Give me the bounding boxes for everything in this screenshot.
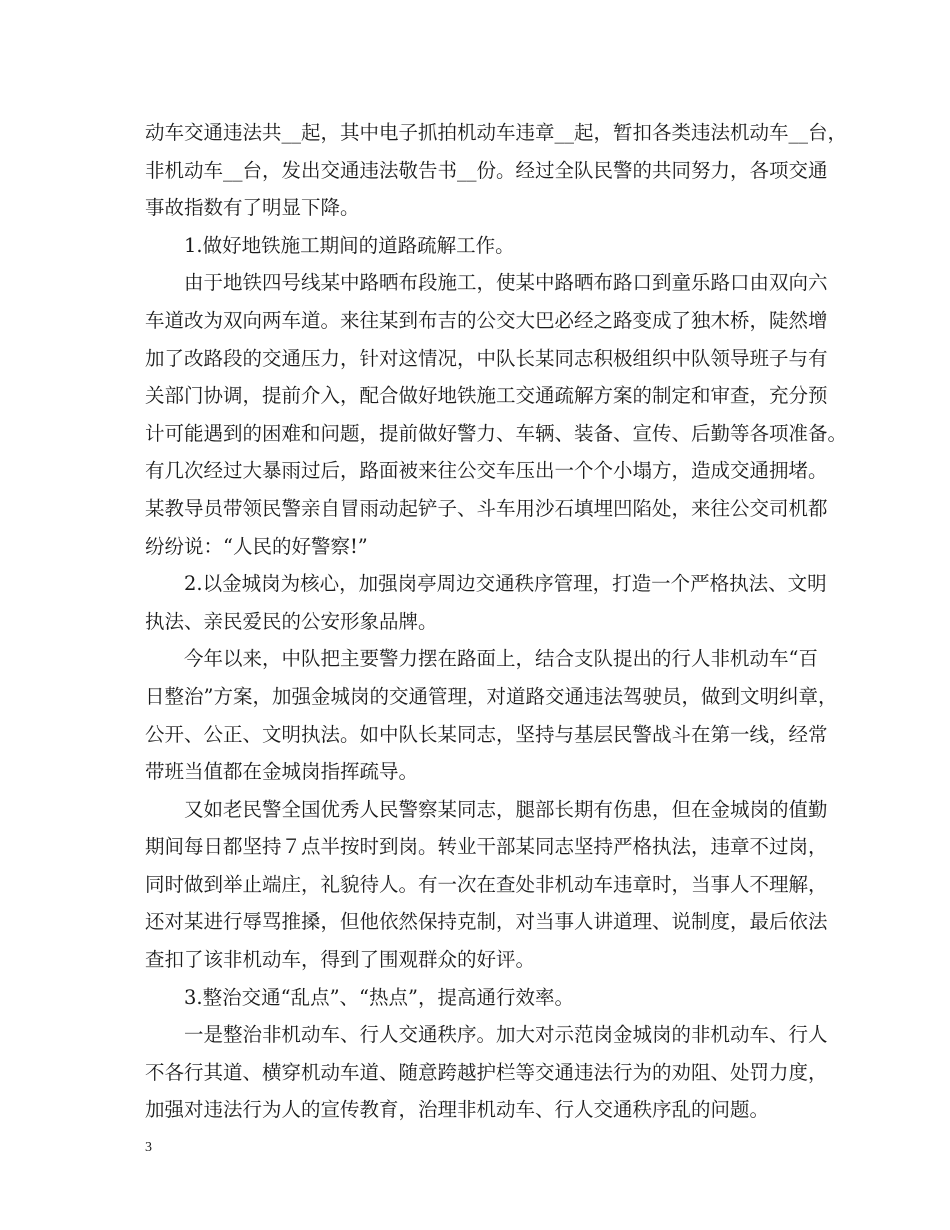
text-line: 一是整治非机动车、行人交通秩序。加大对示范岗金城岗的非机动车、行人 (184, 1023, 828, 1047)
text-line: 日整治”方案，加强金城岗的交通管理，对道路交通违法驾驶员，做到文明纠章， (145, 684, 838, 708)
text-line: 不各行其道、横穿机动车道、随意跨越护栏等交通违法行为的劝阻、处罚力度， (145, 1060, 828, 1084)
text-line: 由于地铁四号线某中路晒布段施工，使某中路晒布路口到童乐路口由双向六 (184, 271, 828, 295)
text-line: 带班当值都在金城岗指挥疏导。 (145, 760, 419, 784)
text-line: 期间每日都坚持７点半按时到岗。转业干部某同志坚持严格执法，违章不过岗， (145, 835, 828, 859)
text-line: 车道改为双向两车道。来往某到布吉的公交大巴必经之路变成了独木桥，陡然增 (145, 308, 828, 332)
text-line: 同时做到举止端庄，礼貌待人。有一次在查处非机动车违章时，当事人不理解， (145, 872, 828, 896)
text-line: 事故指数有了明显下降。 (145, 196, 360, 220)
section-heading-3: 3.整治交通“乱点”、“热点”，提高通行效率。 (184, 985, 574, 1009)
body-text (145, 114, 848, 1129)
text-line: 加强对违法行为人的宣传教育，治理非机动车、行人交通秩序乱的问题。 (145, 1098, 770, 1122)
text-line: 今年以来，中队把主要警力摆在路面上，结合支队提出的行人非机动车“百 (184, 647, 818, 671)
page-number: 3 (145, 1140, 152, 1155)
text-line: 执法、亲民爱民的公安形象品牌。 (145, 609, 438, 633)
section-heading-1: 1.做好地铁施工期间的道路疏解工作。 (184, 233, 515, 257)
text-line: 查扣了该非机动车，得到了围观群众的好评。 (145, 948, 536, 972)
text-line: 关部门协调，提前介入，配合做好地铁施工交通疏解方案的制定和审查，充分预 (145, 384, 828, 408)
text-line: 动车交通违法共__起，其中电子抓拍机动车违章__起，暂扣各类违法机动车__台， (145, 121, 848, 144)
text-line: 纷纷说：“人民的好警察!” (145, 534, 368, 558)
text-line: 公开、公正、文明执法。如中队长某同志，坚持与基层民警战斗在第一线，经常 (145, 722, 828, 746)
text-line: 某教导员带领民警亲自冒雨动起铲子、斗车用沙石填埋凹陷处，来往公交司机都 (145, 496, 828, 520)
text-line: 有几次经过大暴雨过后，路面被来往公交车压出一个个小塌方，造成交通拥堵。 (145, 459, 828, 483)
text-line: 又如老民警全国优秀人民警察某同志，腿部长期有伤患，但在金城岗的值勤 (184, 797, 828, 821)
text-line: 计可能遇到的困难和问题，提前做好警力、车辆、装备、宣传、后勤等各项准备。 (145, 421, 848, 445)
text-line: 还对某进行辱骂推搡，但他依然保持克制，对当事人讲道理、说制度，最后依法 (145, 910, 828, 934)
text-line: 非机动车__台，发出交通违法敬告书__份。经过全队民警的共同努力，各项交通 (145, 158, 828, 182)
section-heading-2: 2.以金城岗为核心，加强岗亭周边交通秩序管理，打造一个严格执法、文明 (184, 572, 827, 596)
text-line: 加了改路段的交通压力，针对这情况，中队长某同志积极组织中队领导班子与有 (145, 346, 828, 370)
